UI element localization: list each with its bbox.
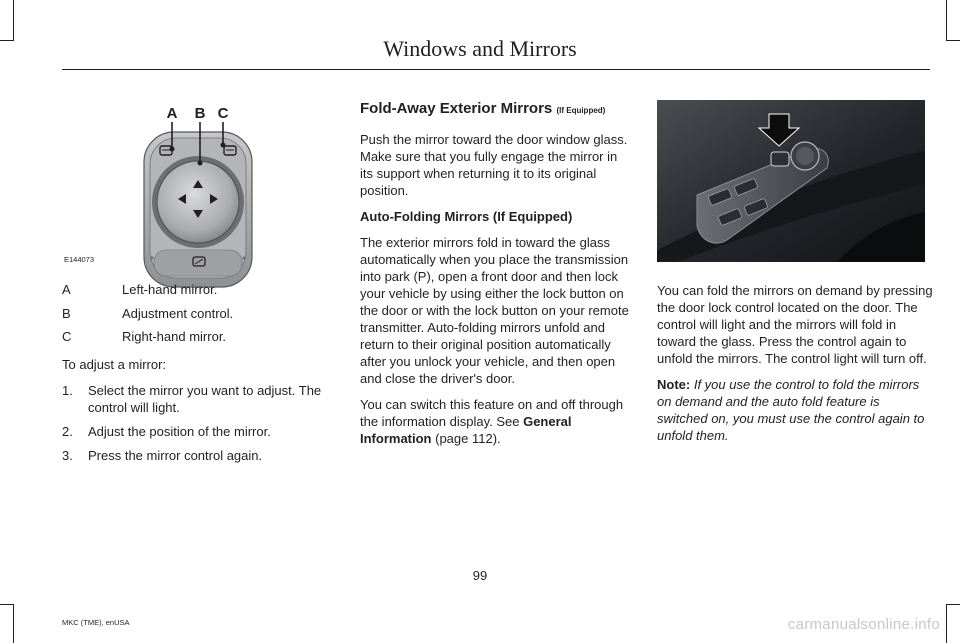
on-demand-section — [657, 282, 933, 453]
crop-mark-bottom-left-h — [0, 604, 14, 605]
crop-mark-bottom-right-h — [946, 604, 960, 605]
step-item — [62, 447, 342, 464]
step-item — [62, 382, 342, 416]
figure-code-right: E170431 — [659, 255, 690, 264]
step-text: Adjust the position of the mirror. — [88, 424, 271, 439]
header-divider — [62, 69, 930, 70]
door-lock-control — [771, 152, 789, 166]
callout-c-label: C — [217, 105, 229, 122]
auto-folding-paragraph: The exterior mirrors fold in toward the glass automatically when you place the transmission into park (P), open a front door and then lock your vehicle by using either the lock button on the door or with the lock button on your remote transmitter. Auto-folding mirrors unfold and return to their original position automatically after you unlock your vehicle, and then open and close the driver's door. — [360, 235, 629, 386]
callout-a-dot — [170, 147, 175, 152]
crop-mark-bottom-left-v — [13, 604, 14, 643]
switch-feature-text: You can switch this feature on and off through the information display. See — [360, 397, 624, 429]
watermark: carmanualsonline.info — [787, 616, 940, 633]
definition-key: B — [62, 306, 71, 321]
lower-strip — [154, 250, 242, 276]
screw-left — [151, 257, 154, 260]
section-heading-text: Fold-Away Exterior Mirrors — [360, 100, 553, 117]
callout-b-dot — [198, 161, 203, 166]
definition-row-b — [62, 305, 342, 322]
mirror-control-illustration — [140, 100, 256, 292]
callout-a-label: A — [166, 105, 178, 122]
note-paragraph — [657, 376, 933, 444]
step-item — [62, 423, 342, 440]
crop-mark-top-right-v — [946, 0, 947, 41]
screw-right — [243, 257, 246, 260]
definition-text: Adjustment control. — [122, 306, 234, 321]
note-text: If you use the control to fold the mirrors on demand and the auto fold feature is switched on, you must use the control again to unfold them. — [657, 377, 925, 443]
definition-row-c — [62, 328, 342, 345]
callout-c-dot — [221, 143, 226, 148]
definition-key: C — [62, 329, 72, 344]
figure-code-left: E144073 — [64, 255, 95, 264]
auto-folding-heading: Auto-Folding Mirrors (If Equipped) — [360, 209, 573, 224]
footer-model-code: MKC (TME), enUSA — [62, 618, 130, 627]
step-text: Press the mirror control again. — [88, 448, 263, 463]
general-information-link[interactable]: General Information — [360, 414, 572, 446]
switch-feature-paragraph — [360, 396, 632, 447]
fold-away-section — [360, 99, 632, 456]
section-heading — [360, 99, 632, 120]
page-title: Windows and Mirrors — [383, 36, 577, 61]
definition-text: Left-hand mirror. — [122, 282, 218, 297]
note-label: Note: — [657, 377, 691, 392]
adjustment-knob — [157, 161, 239, 243]
definition-row-a — [62, 281, 342, 298]
page-number: 99 — [472, 568, 488, 583]
crop-mark-bottom-right-v — [946, 604, 947, 643]
crop-mark-top-left-v — [13, 0, 14, 41]
step-text: Select the mirror you want to adjust. The control will light. — [88, 383, 322, 415]
step-number: 1. — [62, 383, 73, 398]
definition-text: Right-hand mirror. — [122, 329, 227, 344]
callout-b-label: B — [194, 105, 206, 122]
step-number: 3. — [62, 448, 73, 463]
fold-away-paragraph: Push the mirror toward the door window glass. Make sure that you fully engage the mirror in its support when returning it to its original position. — [360, 132, 628, 198]
adjust-intro: To adjust a mirror: — [62, 357, 167, 372]
page-reference: (page 112). — [431, 431, 501, 446]
on-demand-paragraph: You can fold the mirrors on demand by pressing the door lock control located on the door. The control will light and the mirrors will fold in toward the glass. Press the control again to unfold the mirrors. The control light will turn off. — [657, 283, 933, 366]
adjust-section — [62, 356, 342, 471]
door-lock-control-photo — [657, 100, 925, 262]
definition-key: A — [62, 282, 71, 297]
step-number: 2. — [62, 424, 73, 439]
section-heading-suffix: (If Equipped) — [556, 106, 606, 115]
mirror-knob-center — [796, 147, 814, 165]
